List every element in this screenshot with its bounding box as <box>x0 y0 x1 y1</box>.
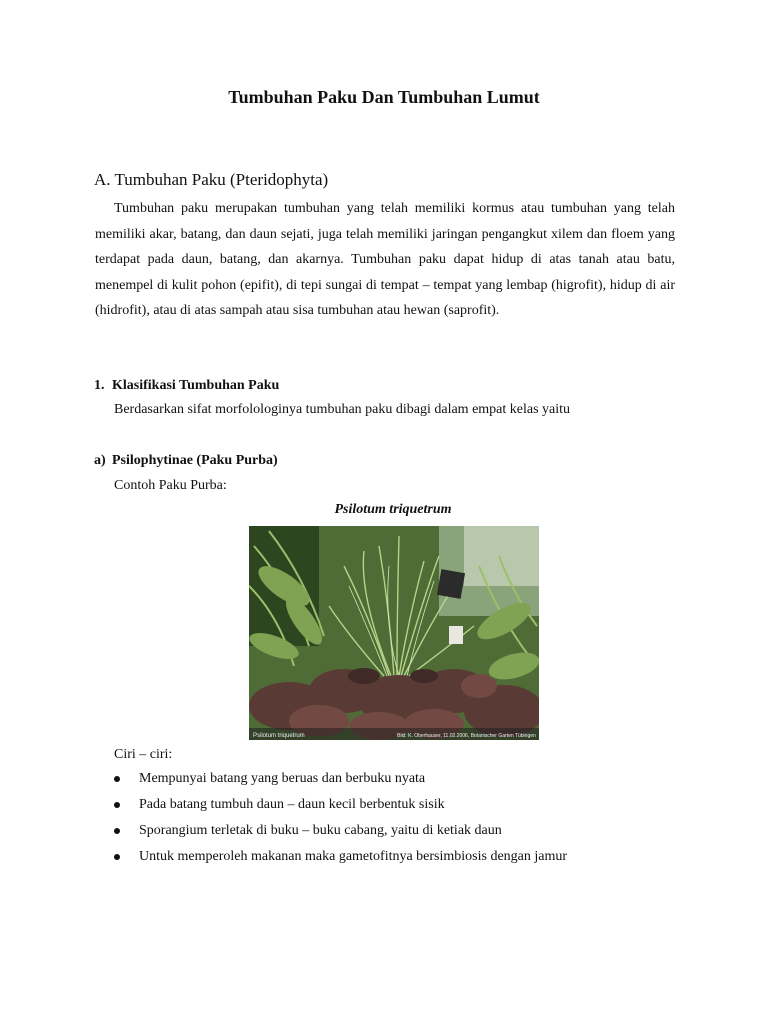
klasifikasi-number: 1. <box>94 378 105 393</box>
bullet-icon <box>114 802 120 808</box>
list-item-text: Untuk memperoleh makanan maka gametofitnya bersimbiosis dengan jamur <box>139 849 568 864</box>
list-item-text: Mempunyai batang yang beruas dan berbuku nyata <box>139 771 426 786</box>
example-intro: Contoh Paku Purba: <box>114 478 227 493</box>
list-item <box>110 848 567 874</box>
section-a-paragraph: Tumbuhan paku merupakan tumbuhan yang telah memiliki kormus atau tumbuhan yang telah memiliki akar, batang, dan daun sejati, juga telah memiliki jaringan pengangkut xilem dan floem yang terdapat pada daun, batang, dan akarnya. Tumbuhan paku dapat hidup di atas tanah atau batu, menempel di kulit pohon (epifit), di tepi sungai di tempat – tempat yang lembap (higrofit), hidup di air (hidrofit), atau di atas sampah atau sisa tumbuhan atau hewan (saprofit). <box>95 201 675 318</box>
klasifikasi-heading <box>94 377 279 395</box>
klasifikasi-heading-text: Klasifikasi Tumbuhan Paku <box>112 378 280 393</box>
psilophytinae-letter: a) <box>94 453 106 468</box>
photo-label-left: Psilotum triquetrum <box>253 733 305 739</box>
bullet-icon <box>114 854 120 860</box>
ciri-ciri-heading: Ciri – ciri: <box>114 747 173 762</box>
list-item <box>110 796 567 822</box>
ciri-ciri-list <box>110 770 567 874</box>
klasifikasi-text: Berdasarkan sifat morfolologinya tumbuhan paku dibagi dalam empat kelas yaitu <box>114 402 571 417</box>
psilotum-photo <box>249 526 539 740</box>
list-item-text: Sporangium terletak di buku – buku cabang, yaitu di ketiak daun <box>139 823 502 838</box>
photo-label-right: Bild: K. Oberhauser, 11.02.2006, Botanischer Garten Tübingen <box>397 733 536 739</box>
bullet-icon <box>114 828 120 834</box>
list-item-text: Pada batang tumbuh daun – daun kecil berbentuk sisik <box>139 797 445 812</box>
section-a-heading: A. Tumbuhan Paku (Pteridophyta) <box>94 170 329 189</box>
bullet-icon <box>114 776 120 782</box>
list-item <box>110 822 567 848</box>
list-item <box>110 770 567 796</box>
psilophytinae-heading-text: Psilophytinae (Paku Purba) <box>112 453 278 468</box>
species-caption: Psilotum triquetrum <box>334 502 452 517</box>
psilophytinae-heading <box>94 452 278 470</box>
document-title: Tumbuhan Paku Dan Tumbuhan Lumut <box>228 87 540 107</box>
